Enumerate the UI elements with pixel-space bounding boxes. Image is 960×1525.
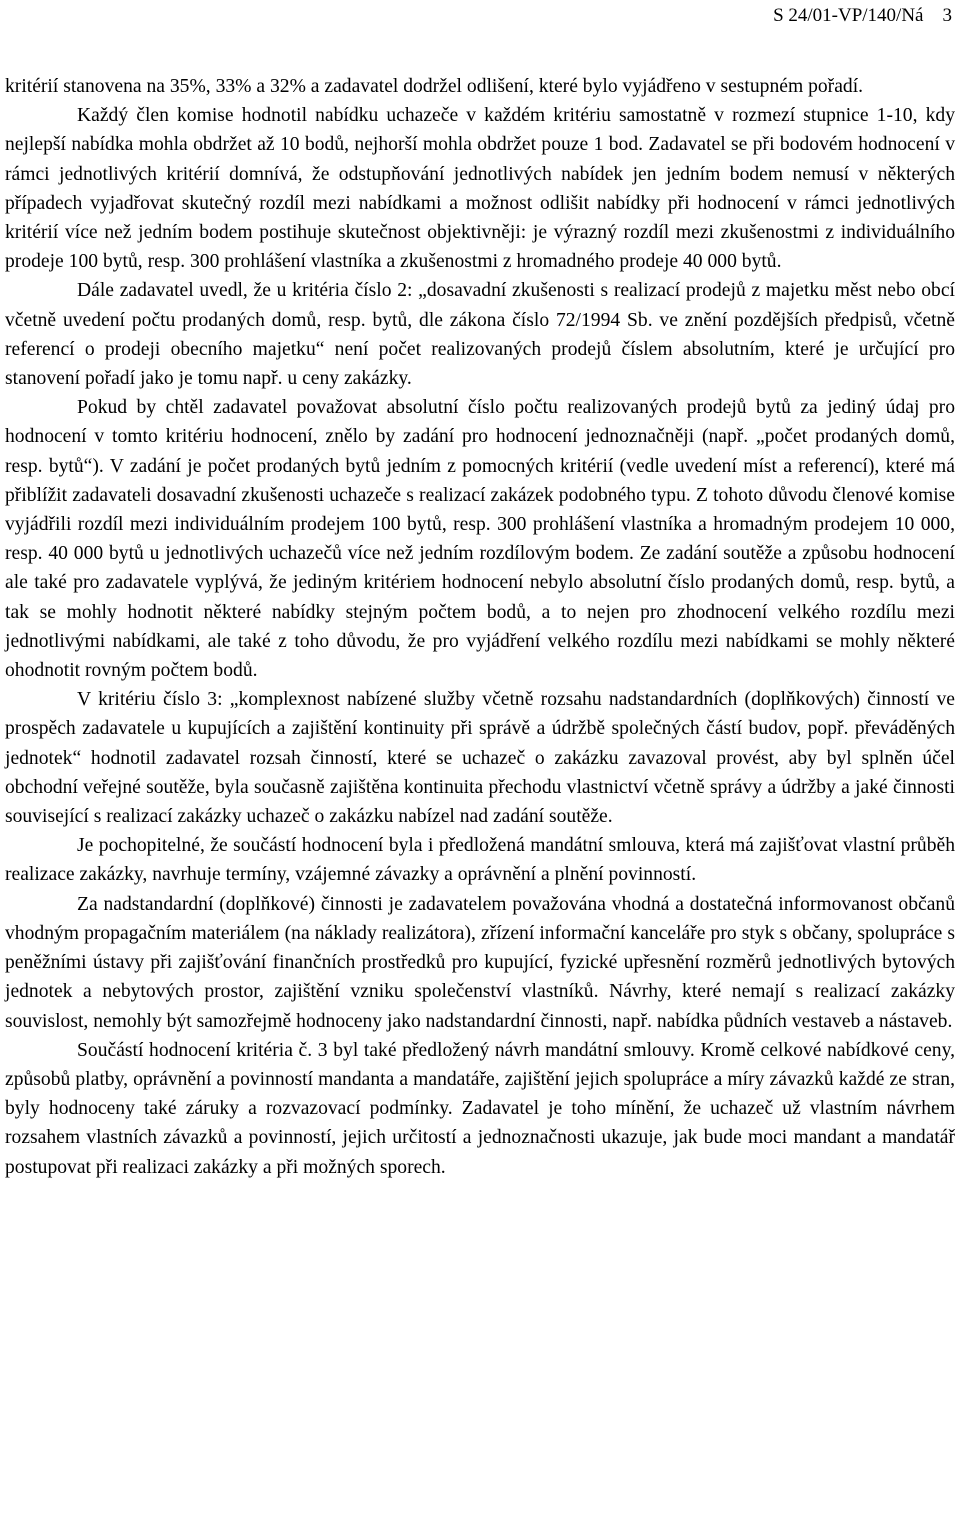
page-header: [773, 1, 952, 30]
page-number: 3: [942, 5, 952, 26]
paragraph: kritérií stanovena na 35%, 33% a 32% a zadavatel dodržel odlišení, které bylo vyjádřeno v sestupném pořadí.: [5, 76, 864, 97]
document-body: [5, 72, 955, 1182]
paragraph: Součástí hodnocení kritéria č. 3 byl také předložený návrh mandátní smlouvy. Kromě celkové nabídkové ceny, způsobů platby, oprávnění a povinností mandanta a mandatáře, zajištění jejich spolupráce a míry závazků každé ze stran, byly hodnoceny také záruky a rozvazovací podmínky. Zadavatel je toho mínění, že uchazeč už vlastním návrhem rozsahem vlastních závazků a povinností, jejich určitostí a jednoznačnosti ukazuje, jak bude moci mandant a mandatář postupovat při realizaci zakázky a při možných sporech.: [5, 1039, 955, 1178]
paragraph: Za nadstandardní (doplňkové) činnosti je zadavatelem považována vhodná a dostatečná informovanost občanů vhodným propagačním materiálem (na náklady realizátora), zřízení informační kanceláře pro styk s občany, spolupráce s peněžními ústavy při zajišťování finančních prostředků pro kupující, fyzické upřesnění rozměrů jednotlivých bytových jednotek a nebytových prostor, zajištění vzniku společenství vlastníků. Návrhy, které nemají s realizací zakázky souvislost, nemohly být samozřejmě hodnoceny jako nadstandardní činnosti, např. nabídka půdních vestaveb a nástaveb.: [5, 893, 955, 1032]
paragraph: V kritériu číslo 3: „komplexnost nabízené služby včetně rozsahu nadstandardních (doplňkových) činností ve prospěch zadavatele u kupujících a zajištění kontinuity při správě a údržbě společných částí budov, popř. převáděných jednotek“ hodnotil zadavatel rozsah činností, které se uchazeč o zakázku zavazoval provést, aby byl splněn účel obchodní veřejné soutěže, byla současně zajištěna kontinuita přechodu vlastnictví včetně správy a údržby a jaké činnosti související s realizací zakázky uchazeč o zakázku nabízel nad zadání soutěže.: [5, 689, 955, 828]
paragraph: Dále zadavatel uvedl, že u kritéria číslo 2: „dosavadní zkušenosti s realizací prodejů z majetku měst nebo obcí včetně uvedení počtu prodaných domů, resp. bytů, dle zákona číslo 72/1994 Sb. ve znění pozdějších předpisů, včetně referencí o prodeji obecního majetku“ není počet realizovaných prodejů číslem absolutním, které je určující pro stanovení pořadí jako je tomu např. u ceny zakázky.: [5, 280, 955, 390]
paragraph: Pokud by chtěl zadavatel považovat absolutní číslo počtu realizovaných prodejů bytů za jediný údaj pro hodnocení v tomto kritériu hodnocení, znělo by zadání pro hodnocení jednoznačněji (např. „počet prodaných domů, resp. bytů“). V zadání je počet prodaných bytů jedním z pomocných kritérií (vedle uvedení míst a referencí), které má přiblížit zadavateli dosavadní zkušenosti uchazeče s realizací zakázek podobného typu. Z tohoto důvodu členové komise vyjádřili rozdíl mezi individuálním prodejem 100 bytů, resp. 300 prohlášení vlastníka a hromadným prodejem 10 000, resp. 40 000 bytů u jednotlivých uchazečů více než jedním rozdílovým bodem. Ze zadání soutěže a způsobu hodnocení ale také pro zadavatele vyplývá, že jediným kritériem hodnocení nebylo absolutní číslo prodaných domů, resp. bytů, a tak se mohly hodnotit některé nabídky stejným počtem bodů, a to nejen pro zhodnocení velkého rozdílu mezi jednotlivými nabídkami, ale také z toho důvodu, že pro vyjádření velkého rozdílu mezi nabídkami se mohly některé ohodnotit rovným počtem bodů.: [5, 397, 955, 682]
paragraph: Každý člen komise hodnotil nabídku uchazeče v každém kritériu samostatně v rozmezí stupnice 1-10, kdy nejlepší nabídka mohla obdržet až 10 bodů, nejhorší mohla obdržet pouze 1 bod. Zadavatel se při bodovém hodnocení v rámci jednotlivých kritérií domnívá, že odstupňování jednotlivých nabídek jen jedním bodem nemusí v některých případech vyjadřovat skutečný rozdíl mezi nabídkami a možnost odlišit nabídky při hodnocení v rámci jednotlivých kritérií více než jedním bodem postihuje skutečnost objektivněji: je výrazný rozdíl mezi zkušenostmi z individuálního prodeje 100 bytů, resp. 300 prohlášení vlastníka a zkušenostmi z hromadného prodeje 40 000 bytů.: [5, 105, 955, 273]
document-reference: S 24/01-VP/140/Ná: [773, 5, 924, 26]
paragraph: Je pochopitelné, že součástí hodnocení byla i předložená mandátní smlouva, která má zajišťovat vlastní průběh realizace zakázky, navrhuje termíny, vzájemné závazky a oprávnění a plnění povinností.: [5, 835, 955, 886]
